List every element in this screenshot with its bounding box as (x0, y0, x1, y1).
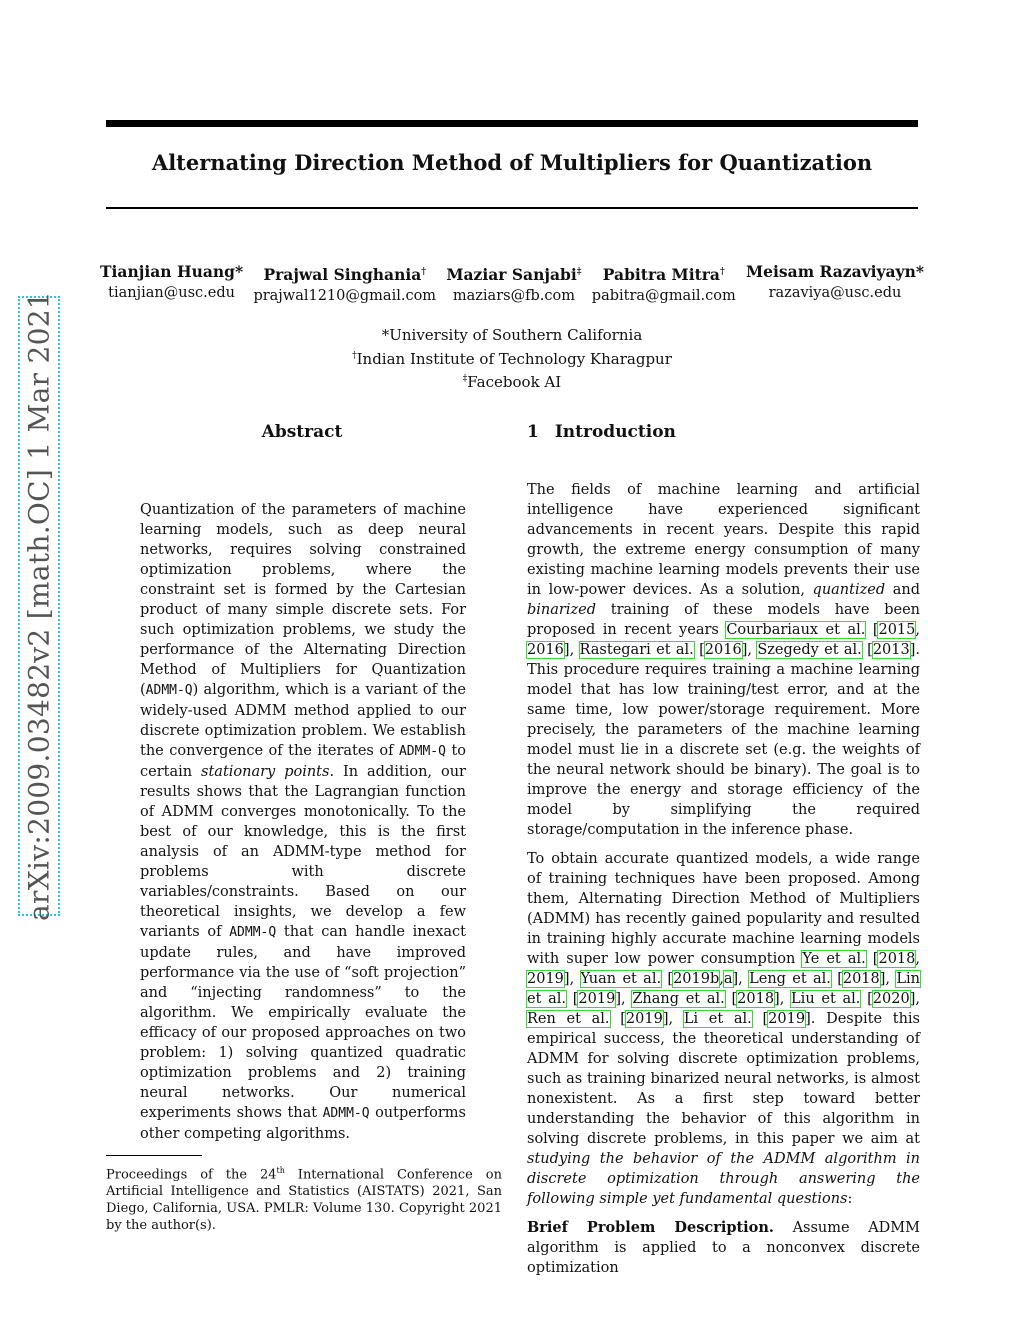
citation-link[interactable]: 2016 (704, 642, 742, 658)
author-email: razaviya@usc.edu (768, 285, 902, 301)
author-email: maziars@fb.com (452, 288, 575, 305)
affiliation-mark: ‡ (462, 374, 468, 384)
affiliation-mark: * (381, 326, 390, 344)
citation-link[interactable]: Zhang et al. (632, 991, 725, 1007)
introduction-body (527, 480, 920, 1287)
citation-link[interactable]: Ren et al. (527, 1011, 610, 1027)
affiliation-text: University of Southern California (389, 326, 643, 344)
citation-link[interactable]: 2018 (737, 991, 775, 1007)
citation-link[interactable]: Courbariaux et al. (726, 622, 866, 638)
author (253, 262, 436, 307)
citation-link[interactable]: 2013 (872, 642, 910, 658)
author-mark: * (235, 262, 244, 281)
author-mark: † (719, 267, 725, 277)
author-mark: * (915, 262, 924, 281)
section-title: Introduction (554, 422, 676, 442)
author (746, 262, 924, 307)
citation-link[interactable]: 2018 (878, 951, 916, 967)
section-number: 1 (527, 422, 539, 442)
affiliation-text: Indian Institute of Technology Kharagpur (356, 349, 672, 368)
author-name: Maziar Sanjabi (446, 265, 577, 285)
citation-link[interactable]: 2019 (768, 1011, 806, 1027)
abstract-heading: Abstract (261, 422, 343, 442)
footnote: Proceedings of the 24th International Conference on Artificial Intelligence and Statistics (AISTATS) 2021, San Diego, California, USA. PMLR: Volume 130. Copyright 2021 by the author(s). (106, 1166, 502, 1234)
citation-link[interactable]: 2019 (527, 971, 564, 987)
author-name: Prajwal Singhania (263, 265, 422, 285)
method-name: ADMM-Q (398, 744, 446, 759)
citation-link[interactable]: 2019b (673, 971, 720, 987)
citation-link[interactable]: a (723, 971, 733, 987)
author (446, 262, 581, 307)
footnote-rule (106, 1155, 202, 1156)
title-top-rule (106, 120, 918, 127)
author-list (100, 262, 924, 307)
citation-link[interactable]: 2019 (578, 991, 616, 1007)
author-name: Pabitra Mitra (602, 265, 720, 285)
method-name: ADMM-Q (322, 1106, 370, 1121)
affiliations (106, 325, 918, 393)
citation-link[interactable]: 2015 (878, 622, 916, 638)
author-email: pabitra@gmail.com (591, 288, 736, 305)
title-bottom-rule (106, 207, 918, 209)
author-name: Tianjian Huang (100, 262, 236, 281)
method-name: ADMM-Q (229, 925, 277, 940)
author-name: Meisam Razaviyayn (746, 262, 916, 281)
citation-link[interactable]: Ye et al. (802, 951, 866, 967)
section-heading-introduction (527, 422, 676, 442)
citation-link[interactable]: Li et al. (683, 1011, 752, 1027)
arxiv-id: arXiv:2009.03482v2 [math.OC] 1 Mar 2021 (22, 291, 56, 921)
author-mark: † (421, 267, 427, 277)
affiliation-mark: † (352, 350, 357, 361)
author (592, 262, 736, 307)
author (100, 262, 243, 307)
paragraph: Brief Problem Description. Assume ADMM algorithm is applied to a nonconvex discrete optimization (527, 1219, 920, 1276)
affiliation (106, 346, 918, 370)
author-email: tianjian@usc.edu (108, 285, 235, 301)
citation-link[interactable]: Lin et al. (527, 971, 920, 1007)
affiliation (106, 325, 918, 346)
citation-link[interactable]: 2019 (625, 1011, 663, 1027)
arxiv-stamp[interactable] (18, 291, 60, 921)
paragraph: The fields of machine learning and artificial intelligence have experienced significant advancements in recent years. Despite this rapid growth, the extreme energy consumption of many existing machine learning models prevents their use in low-power devices. As a solution, quantized and binarized training of these models have been proposed in recent years Courbariaux et al. [2015, 2016], Rastegari et al. [2016], Szegedy et al. [2013]. This procedure requires training a machine learning model that has low training/test error, and at the same time, low power/storage requirement. More precisely, the parameters of the machine learning model must lie in a discrete set (e.g. the weights of the neural network should be binary). The goal is to improve the energy and storage efficiency of the model by simplifying the required storage/computation in the inference phase. (527, 482, 920, 838)
citation-link[interactable]: 2018 (842, 971, 880, 987)
citation-link[interactable]: 2016 (527, 642, 564, 658)
citation-link[interactable]: Yuan et al. (580, 971, 662, 987)
paragraph: To obtain accurate quantized models, a wide range of training techniques have been proposed. Among them, Alternating Direction Method of Multipliers (ADMM) has recently gained popularity and resulted in training highly accurate machine learning models with super low power consumption Ye et al. [2018, 2019], Yuan et al. [2019b,a], Leng et al. [2018], Lin et al. [2019], Zhang et al. [2018], Liu et al. [2020], Ren et al. [2019], Li et al. [2019]. Despite this empirical success, the theoretical understanding of ADMM for solving discrete optimization problems, such as training binarized neural networks, is almost nonexistent. As a first step toward better understanding the behavior of this algorithm in solving discrete problems, in this paper we aim at studying the behavior of the ADMM algorithm in discrete optimization through answering the following simple yet fundamental questions: (527, 851, 920, 1207)
citation-link[interactable]: Leng et al. (749, 971, 831, 987)
affiliation-text: Facebook AI (467, 373, 562, 391)
citation-link[interactable]: Szegedy et al. (757, 642, 862, 658)
affiliation (106, 369, 918, 393)
paragraph-heading: Brief Problem Description. (527, 1219, 774, 1236)
author-mark: ‡ (576, 267, 582, 277)
citation-link[interactable]: 2020 (872, 991, 910, 1007)
author-email: prajwal1210@gmail.com (253, 288, 437, 305)
paper-title: Alternating Direction Method of Multipliers for Quantization (151, 150, 873, 175)
citation-link[interactable]: Liu et al. (791, 991, 861, 1007)
method-name: ADMM-Q (145, 683, 193, 698)
citation-link[interactable]: Rastegari et al. (579, 642, 694, 658)
abstract-body: Quantization of the parameters of machine learning models, such as deep neural networks, requires solving constrained optimization problems, where the constraint set is formed by the Cartesian product of many simple discrete sets. For such optimization problems, we study the performance of the Alternating Direction Method of Multipliers for Quantization (ADMM-Q) algorithm, which is a variant of the widely-used ADMM method applied to our discrete optimization problem. We establish the convergence of the iterates of ADMM-Q to certain stationary points. In addition, our results shows that the Lagrangian function of ADMM converges monotonically. To the best of our knowledge, this is the first analysis of an ADMM-type method for problems with discrete variables/constraints. Based on our theoretical insights, we develop a few variants of ADMM-Q that can handle inexact update rules, and have improved performance via the use of “soft projection” and “injecting randomness” to the algorithm. We empirically evaluate the efficacy of our proposed approaches on two problem: 1) solving quantized quadratic optimization problems and 2) training neural networks. Our numerical experiments shows that ADMM-Q outperforms other competing algorithms. (140, 502, 466, 1142)
